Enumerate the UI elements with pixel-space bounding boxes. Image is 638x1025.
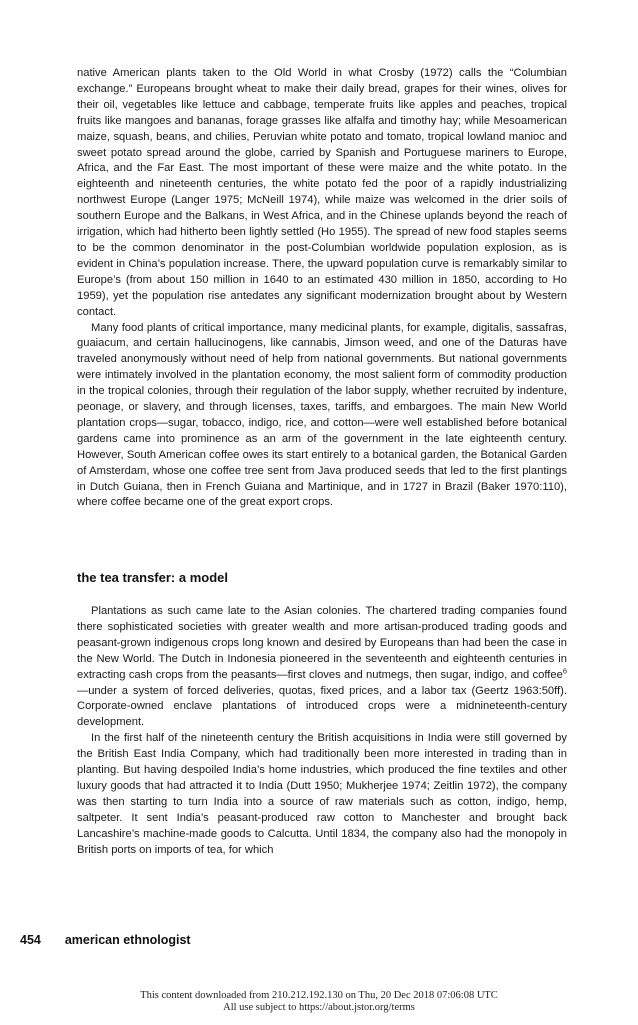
jstor-download-line: This content downloaded from 210.212.192.130 on Thu, 20 Dec 2018 07:06:08 UTC: [140, 990, 498, 1001]
body-text-bottom: [77, 604, 567, 859]
journal-name: american ethnologist: [64, 933, 191, 947]
jstor-notice: [0, 990, 638, 1014]
paragraph-east-india-company: In the first half of the nineteenth century the British acquisitions in India were still governed by the British East India Company, which had traditionally been more interested in trading than in planting. But having despoiled India’s home industries, which produced the fine textiles and other luxury goods that had attracted it to India (Dutt 1950; Mukherjee 1974; Zeitlin 1972), the company was then starting to turn India into a source of raw materials such as cotton, indigo, hemp, saltpeter. It sent India’s peasant-produced raw cotton to Manchester and brought back Lancashire’s machine-made goods to Calcutta. Until 1834, the company also had the monopoly in British ports on imports of tea, for which: [77, 732, 567, 856]
section-heading: the tea transfer: a model: [77, 570, 228, 585]
jstor-terms-line[interactable]: All use subject to https://about.jstor.org/terms: [223, 1002, 415, 1013]
paragraph-columbian-exchange: native American plants taken to the Old World in what Crosby (1972) calls the “Columbian exchange.” Europeans brought wheat to make their daily bread, grapes for their wines, olives for their oil, vegetables like lettuce and cabbage, temperate fruits like apples and peaches, tropical fruits like mangoes and bananas, forage grasses like alfalfa and timothy hay; while Mesoamerican maize, squash, beans, and chilies, Peruvian white potato and tomato, tropical lowland manioc and sweet potato spread around the globe, carried by Spanish and Portuguese mariners to Europe, Africa, and the Far East. The most important of these were maize and the white potato. In the eighteenth and nineteenth centuries, the white potato fed the poor of a rapidly industrializing northwest Europe (Langer 1975; McNeill 1974), while maize was welcomed in the drier soils of southern Europe and the Balkans, in West Africa, and in the Chinese uplands beyond the reach of irrigation, which had hitherto been lightly settled (Ho 1955). The spread of new food staples seems to be the common denominator in the post-Columbian worldwide population explosion, as is evident in China’s population increase. There, the upward population curve is remarkably similar to Europe’s (from about 150 million in 1640 to an estimated 430 million in 1850, according to Ho 1959), yet the population rise antedates any significant modernization brought about by Western contact.: [77, 67, 567, 318]
page-footer: [20, 933, 191, 947]
body-text-top: [77, 66, 567, 511]
paragraph-asian-plantations: Plantations as such came late to the Asian colonies. The chartered trading companies found there sophisticated societies with greater wealth and more artisan-produced trading goods and peasant-grown indigenous crops long known and desired by Europeans than had been the case in the New World. The Dutch in Indonesia pioneered in the seventeenth and eighteenth centuries in extracting cash crops from the peasants—first cloves and nutmegs, then sugar, indigo, and coffee$^6$—under a system of forced deliveries, quotas, fixed prices, and a labor tax (Geertz 1963:50ff). Corporate-owned enclave plantations of introduced crops were a midnineteenth-century development.: [77, 605, 567, 729]
footnote-reference[interactable]: 6: [562, 665, 567, 675]
page-number: 454: [20, 933, 41, 947]
paragraph-plantation-economy: Many food plants of critical importance, many medicinal plants, for example, digitalis, sassafras, guaiacum, and certain hallucinogens, like cannabis, Jimson weed, and one of the Daturas have traveled anonymously without need of help from national governments. But national governments were intimately involved in the plantation economy, the most salient form of commodity production in the tropical colonies, through their regulation of the labor supply, whether recruited by indenture, peonage, or slavery, and through licenses, taxes, tariffs, and embargoes. The main New World plantation crops—sugar, tobacco, indigo, rice, and cotton—were well established before botanical gardens came into prominence as an arm of the government in the late eighteenth century. However, South American coffee owes its start entirely to a botanical garden, the Botanical Garden of Amsterdam, whose one coffee tree sent from Java produced seeds that led to the first plantings in Dutch Guiana, then in French Guiana and Martinique, and in 1727 in Brazil (Baker 1970:110), where coffee became one of the great export crops.: [77, 321, 567, 509]
